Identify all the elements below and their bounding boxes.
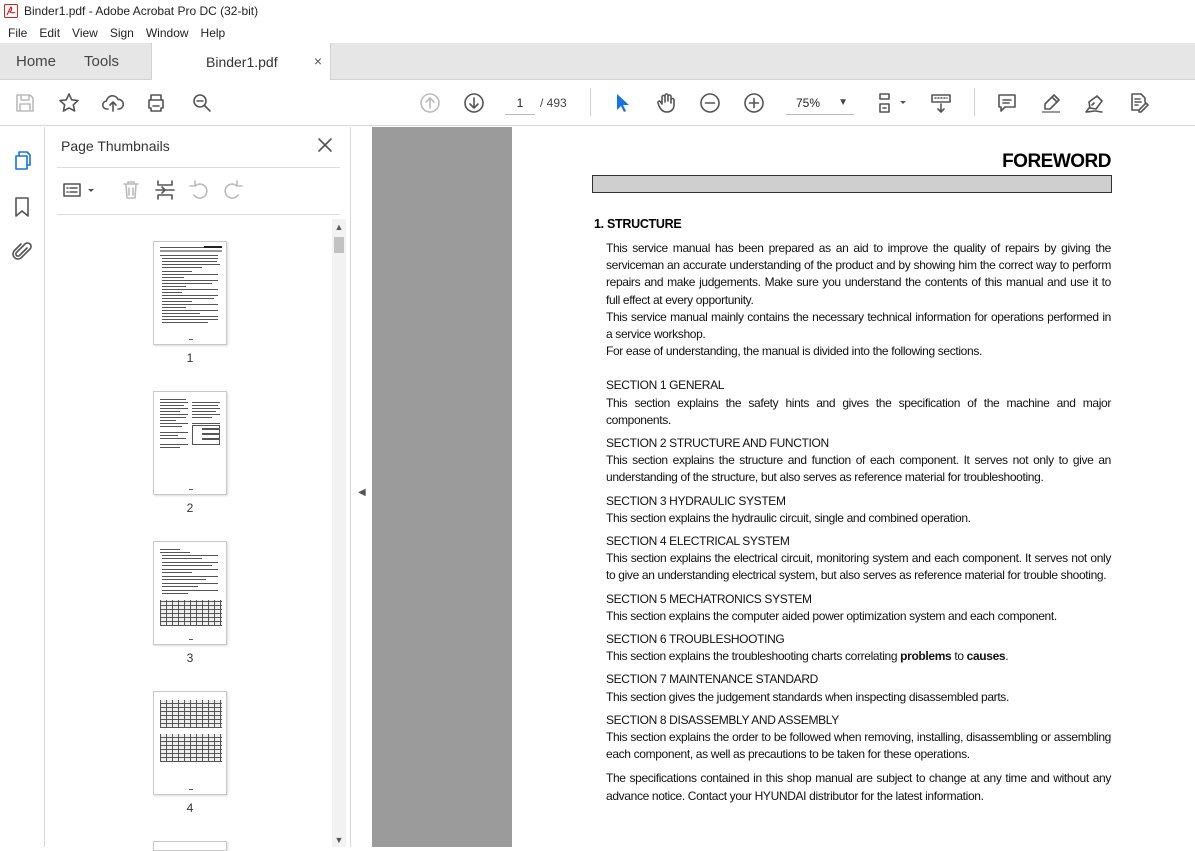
close-icon (315, 135, 335, 155)
rotate-right-icon (221, 178, 245, 202)
left-navigation-rail (0, 127, 45, 847)
intro-paragraph: This service manual mainly contains the necessary technical information for operations performed in a service workshop. (606, 309, 1111, 342)
bold-term: problems (900, 649, 952, 664)
insert-pages-button[interactable] (152, 177, 178, 203)
tab-document[interactable] (151, 43, 331, 81)
thumbnails-scrollbar[interactable] (332, 219, 346, 847)
page-thumbnails-icon (10, 148, 34, 172)
bookmark-icon (10, 195, 34, 219)
cloud-upload-icon (101, 91, 125, 115)
thumbnail-page-number: 3 (186, 651, 194, 665)
rotate-counterclockwise-button[interactable] (186, 177, 212, 203)
heading-rule-bar (592, 175, 1112, 193)
panel-title: Page Thumbnails (61, 138, 170, 154)
section-title: SECTION 3 HYDRAULIC SYSTEM (606, 493, 786, 508)
tab-bar (0, 43, 1195, 80)
search-icon (190, 91, 214, 115)
print-button[interactable] (141, 88, 171, 118)
divider (57, 214, 340, 215)
arrow-up-circle-icon (418, 91, 442, 115)
trash-icon (119, 178, 143, 202)
page-thumbnail-2[interactable] (153, 391, 227, 495)
thumbnail-page-number: 2 (186, 501, 194, 515)
star-icon (57, 91, 81, 115)
collapse-panel-arrow-icon[interactable]: ◀ (358, 487, 366, 498)
save-button[interactable] (10, 88, 40, 118)
rotate-clockwise-button[interactable] (220, 177, 246, 203)
menu-sign[interactable]: Sign (109, 25, 134, 40)
zoom-level-select[interactable] (786, 91, 854, 115)
section-description: This section explains the hydraulic circuit, single and combined operation. (606, 510, 971, 525)
page-fit-button[interactable] (872, 88, 912, 118)
zoom-in-button[interactable] (739, 88, 769, 118)
page-thumbnails-rail-button[interactable] (9, 147, 35, 173)
scroll-up-arrow-icon[interactable]: ▲ (334, 222, 344, 232)
toolbar-divider (974, 88, 975, 116)
options-menu-icon (61, 178, 97, 202)
section-heading: 1. STRUCTURE (594, 217, 682, 231)
next-page-button[interactable] (459, 88, 489, 118)
highlight-button[interactable] (1036, 88, 1066, 118)
cursor-arrow-icon (610, 91, 634, 115)
section-description: This section explains the order to be followed when removing, installing, disassembling or assembling each component, as well as precautions to be taken for these operations. (606, 730, 1111, 762)
section-title: SECTION 8 DISASSEMBLY AND ASSEMBLY (606, 712, 839, 727)
page-heading: FOREWORD (1002, 151, 1111, 172)
section-title: SECTION 7 MAINTENANCE STANDARD (606, 672, 818, 687)
scroll-down-arrow-icon[interactable]: ▼ (334, 835, 344, 845)
minus-circle-icon (698, 91, 722, 115)
upload-button[interactable] (98, 88, 128, 118)
paperclip-icon (10, 240, 34, 264)
page-thumbnail-5[interactable] (153, 841, 227, 851)
menu-help[interactable]: Help (200, 25, 226, 40)
rotate-left-icon (187, 178, 211, 202)
hand-tool-button[interactable] (651, 88, 681, 118)
document-tab-label: Binder1.pdf (206, 54, 278, 70)
section-description: This section explains the computer aided power optimization system and each component. (606, 608, 1057, 623)
keyboard-scroll-icon (929, 91, 953, 115)
toolbar-divider (590, 88, 591, 116)
bookmark-star-button[interactable] (54, 88, 84, 118)
edit-pdf-button[interactable] (1124, 88, 1154, 118)
title-bar (0, 0, 1195, 22)
menu-bar (0, 22, 1195, 43)
scrollbar-thumb[interactable] (334, 237, 344, 253)
highlighter-pen-icon (1039, 91, 1063, 115)
thumbnail-page-number: 4 (186, 801, 194, 815)
save-icon (13, 91, 37, 115)
toolbar (0, 80, 1195, 126)
page-number-input[interactable]: 1 (505, 91, 535, 115)
close-panel-button[interactable] (315, 135, 335, 155)
edit-document-icon (1127, 91, 1151, 115)
section-title: SECTION 4 ELECTRICAL SYSTEM (606, 534, 790, 549)
add-comment-button[interactable] (992, 88, 1022, 118)
printer-icon (144, 91, 168, 115)
section-title: SECTION 1 GENERAL (606, 378, 725, 393)
page-total: / 493 (540, 96, 567, 110)
thumbnail-options-button[interactable] (59, 177, 99, 203)
menu-file[interactable]: File (8, 25, 28, 40)
notice-paragraph: The specifications contained in this shop manual are subject to change at any time and without any advance notice. Contact your HYUNDAI distributor for the latest information. (606, 771, 1111, 803)
arrow-down-circle-icon (462, 91, 486, 115)
window-title: Binder1.pdf - Adobe Acrobat Pro DC (32-bit) (24, 4, 259, 18)
delete-pages-button[interactable] (118, 177, 144, 203)
page-body (606, 240, 1111, 805)
page-thumbnail-3[interactable] (153, 541, 227, 645)
fountain-pen-icon (1083, 91, 1107, 115)
zoom-level-value: 75% (796, 96, 821, 110)
bookmarks-rail-button[interactable] (9, 194, 35, 220)
close-tab-icon[interactable]: × (313, 53, 322, 69)
section-title: SECTION 6 TROUBLESHOOTING (606, 632, 785, 647)
section-description: This section explains the troubleshooting charts correlating problems to causes. (606, 649, 1009, 664)
section-description: This section explains the electrical circuit, monitoring system and each component. It serves not only to give an understanding electrical system, but also serves as reference material for trouble shooting. (606, 551, 1111, 583)
attachments-rail-button[interactable] (9, 239, 35, 265)
page-thumbnail-4[interactable] (153, 691, 227, 795)
menu-edit[interactable]: Edit (39, 25, 61, 40)
section-description: This section gives the judgement standards when inspecting disassembled parts. (606, 689, 1009, 704)
zoom-out-button[interactable] (695, 88, 725, 118)
comment-icon (995, 91, 1019, 115)
find-button[interactable] (187, 88, 217, 118)
previous-page-button[interactable] (415, 88, 445, 118)
tab-tools[interactable]: Tools (84, 52, 120, 70)
section-title: SECTION 2 STRUCTURE AND FUNCTION (606, 436, 829, 451)
fit-page-icon (876, 91, 908, 115)
panel-splitter[interactable] (350, 127, 372, 847)
acrobat-icon (4, 4, 18, 18)
page-thumbnail-1[interactable] (153, 241, 227, 345)
menu-view[interactable]: View (72, 25, 98, 40)
sign-button[interactable] (1080, 88, 1110, 118)
chevron-down-icon: ▼ (838, 97, 848, 108)
document-view (372, 127, 1195, 847)
plus-circle-icon (742, 91, 766, 115)
thumbnail-page-number: 1 (186, 351, 194, 365)
select-tool-button[interactable] (607, 88, 637, 118)
divider (57, 167, 340, 168)
bold-term: causes (966, 649, 1006, 664)
page-thumbnails-panel (45, 127, 350, 847)
intro-paragraph: This service manual has been prepared as an aid to improve the quality of repairs by giving the serviceman an accurate understanding of the product and by showing him the correct way to perform repairs and make judgements. Make sure you understand the contents of this manual and use it to full effect at every opportunity. (606, 241, 1111, 307)
scroll-mode-button[interactable] (926, 88, 956, 118)
tab-home[interactable]: Home (16, 52, 57, 70)
intro-paragraph: For ease of understanding, the manual is divided into the following sections. (606, 344, 982, 359)
section-description: This section explains the safety hints and gives the specification of the machine and major components. (606, 395, 1111, 427)
section-title: SECTION 5 MECHATRONICS SYSTEM (606, 591, 812, 606)
pdf-page (512, 127, 1195, 847)
section-description: This section explains the structure and function of each component. It serves not only to give an understanding of the structure, but also serves as reference material for troubleshooting. (606, 453, 1111, 485)
menu-window[interactable]: Window (145, 25, 189, 40)
hand-icon (654, 91, 678, 115)
insert-page-icon (153, 178, 177, 202)
